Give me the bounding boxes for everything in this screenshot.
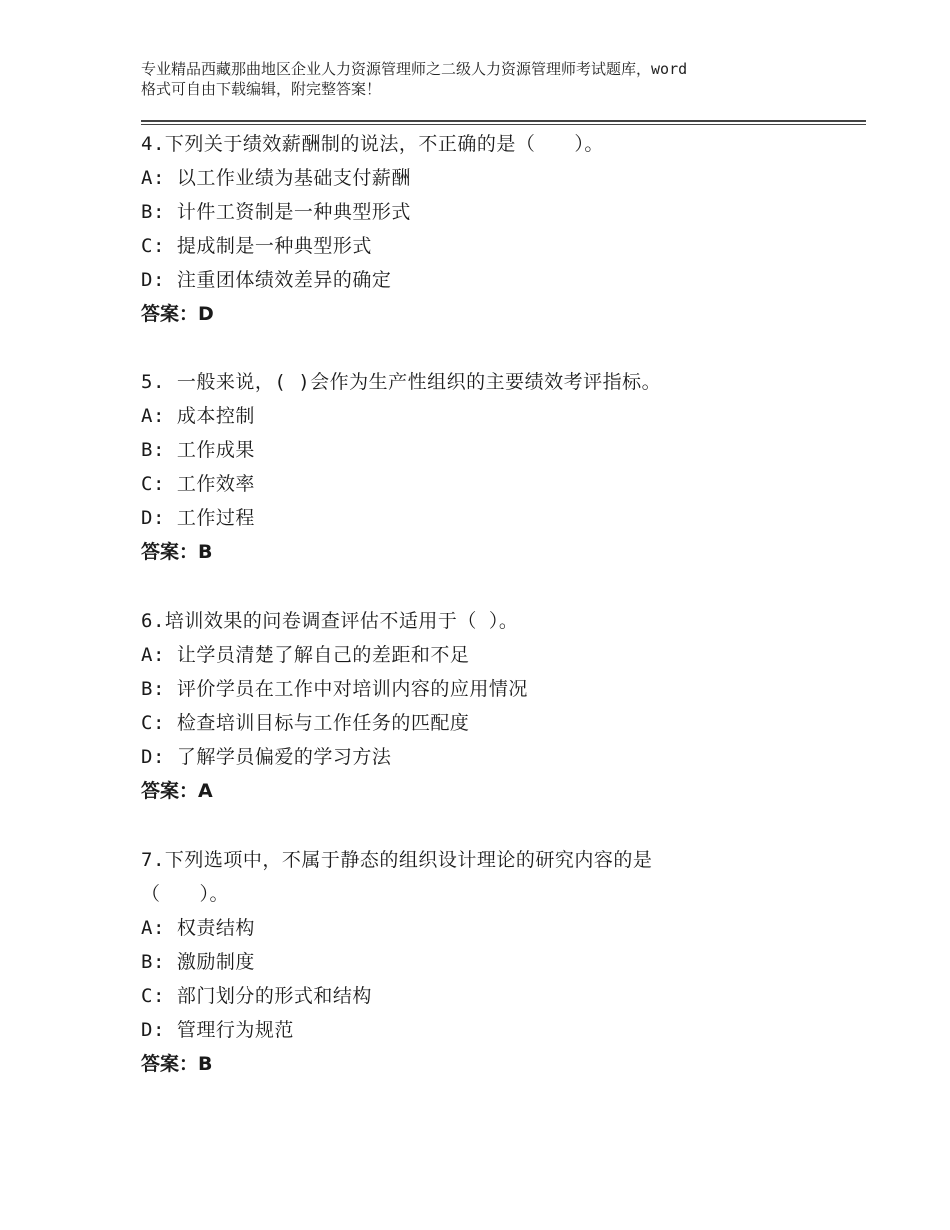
option-d: D: 管理行为规范	[141, 1019, 294, 1041]
header-line-1: 专业精品西藏那曲地区企业人力资源管理师之二级人力资源管理师考试题库，word	[141, 60, 688, 78]
option-b: B: 评价学员在工作中对培训内容的应用情况	[141, 678, 528, 700]
option-d: D: 注重团体绩效差异的确定	[141, 269, 392, 291]
header-divider-thick	[141, 120, 866, 122]
question-block-7	[141, 843, 841, 1081]
option-d: D: 了解学员偏爱的学习方法	[141, 746, 392, 768]
question-stem: 4.下列关于绩效薪酬制的说法，不正确的是（ ）。	[141, 133, 604, 155]
question-stem: 7.下列选项中，不属于静态的组织设计理论的研究内容的是	[141, 849, 653, 871]
question-stem-continued: （ ）。	[141, 883, 230, 905]
answer-label: 答案：B	[141, 1053, 213, 1075]
question-stem: 6.培训效果的问卷调查评估不适用于（ ）。	[141, 610, 519, 632]
answer-label: 答案：D	[141, 303, 214, 325]
question-block-5	[141, 365, 841, 569]
option-a: A: 让学员清楚了解自己的差距和不足	[141, 644, 470, 666]
answer-label: 答案：A	[141, 780, 213, 802]
option-c: C: 工作效率	[141, 473, 255, 495]
document-header	[141, 59, 841, 99]
option-a: A: 以工作业绩为基础支付薪酬	[141, 167, 411, 189]
header-line-2: 格式可自由下载编辑，附完整答案！	[141, 80, 382, 98]
answer-label: 答案：B	[141, 541, 213, 563]
option-a: A: 权责结构	[141, 917, 255, 939]
question-block-4	[141, 127, 841, 331]
option-b: B: 工作成果	[141, 439, 255, 461]
option-c: C: 部门划分的形式和结构	[141, 985, 372, 1007]
option-b: B: 计件工资制是一种典型形式	[141, 201, 411, 223]
option-c: C: 检查培训目标与工作任务的匹配度	[141, 712, 470, 734]
option-c: C: 提成制是一种典型形式	[141, 235, 372, 257]
question-stem: 5. 一般来说，( )会作为生产性组织的主要绩效考评指标。	[141, 371, 662, 393]
option-a: A: 成本控制	[141, 405, 255, 427]
question-block-6	[141, 604, 841, 808]
option-d: D: 工作过程	[141, 507, 255, 529]
header-divider-thin	[141, 124, 866, 125]
option-b: B: 激励制度	[141, 951, 255, 973]
